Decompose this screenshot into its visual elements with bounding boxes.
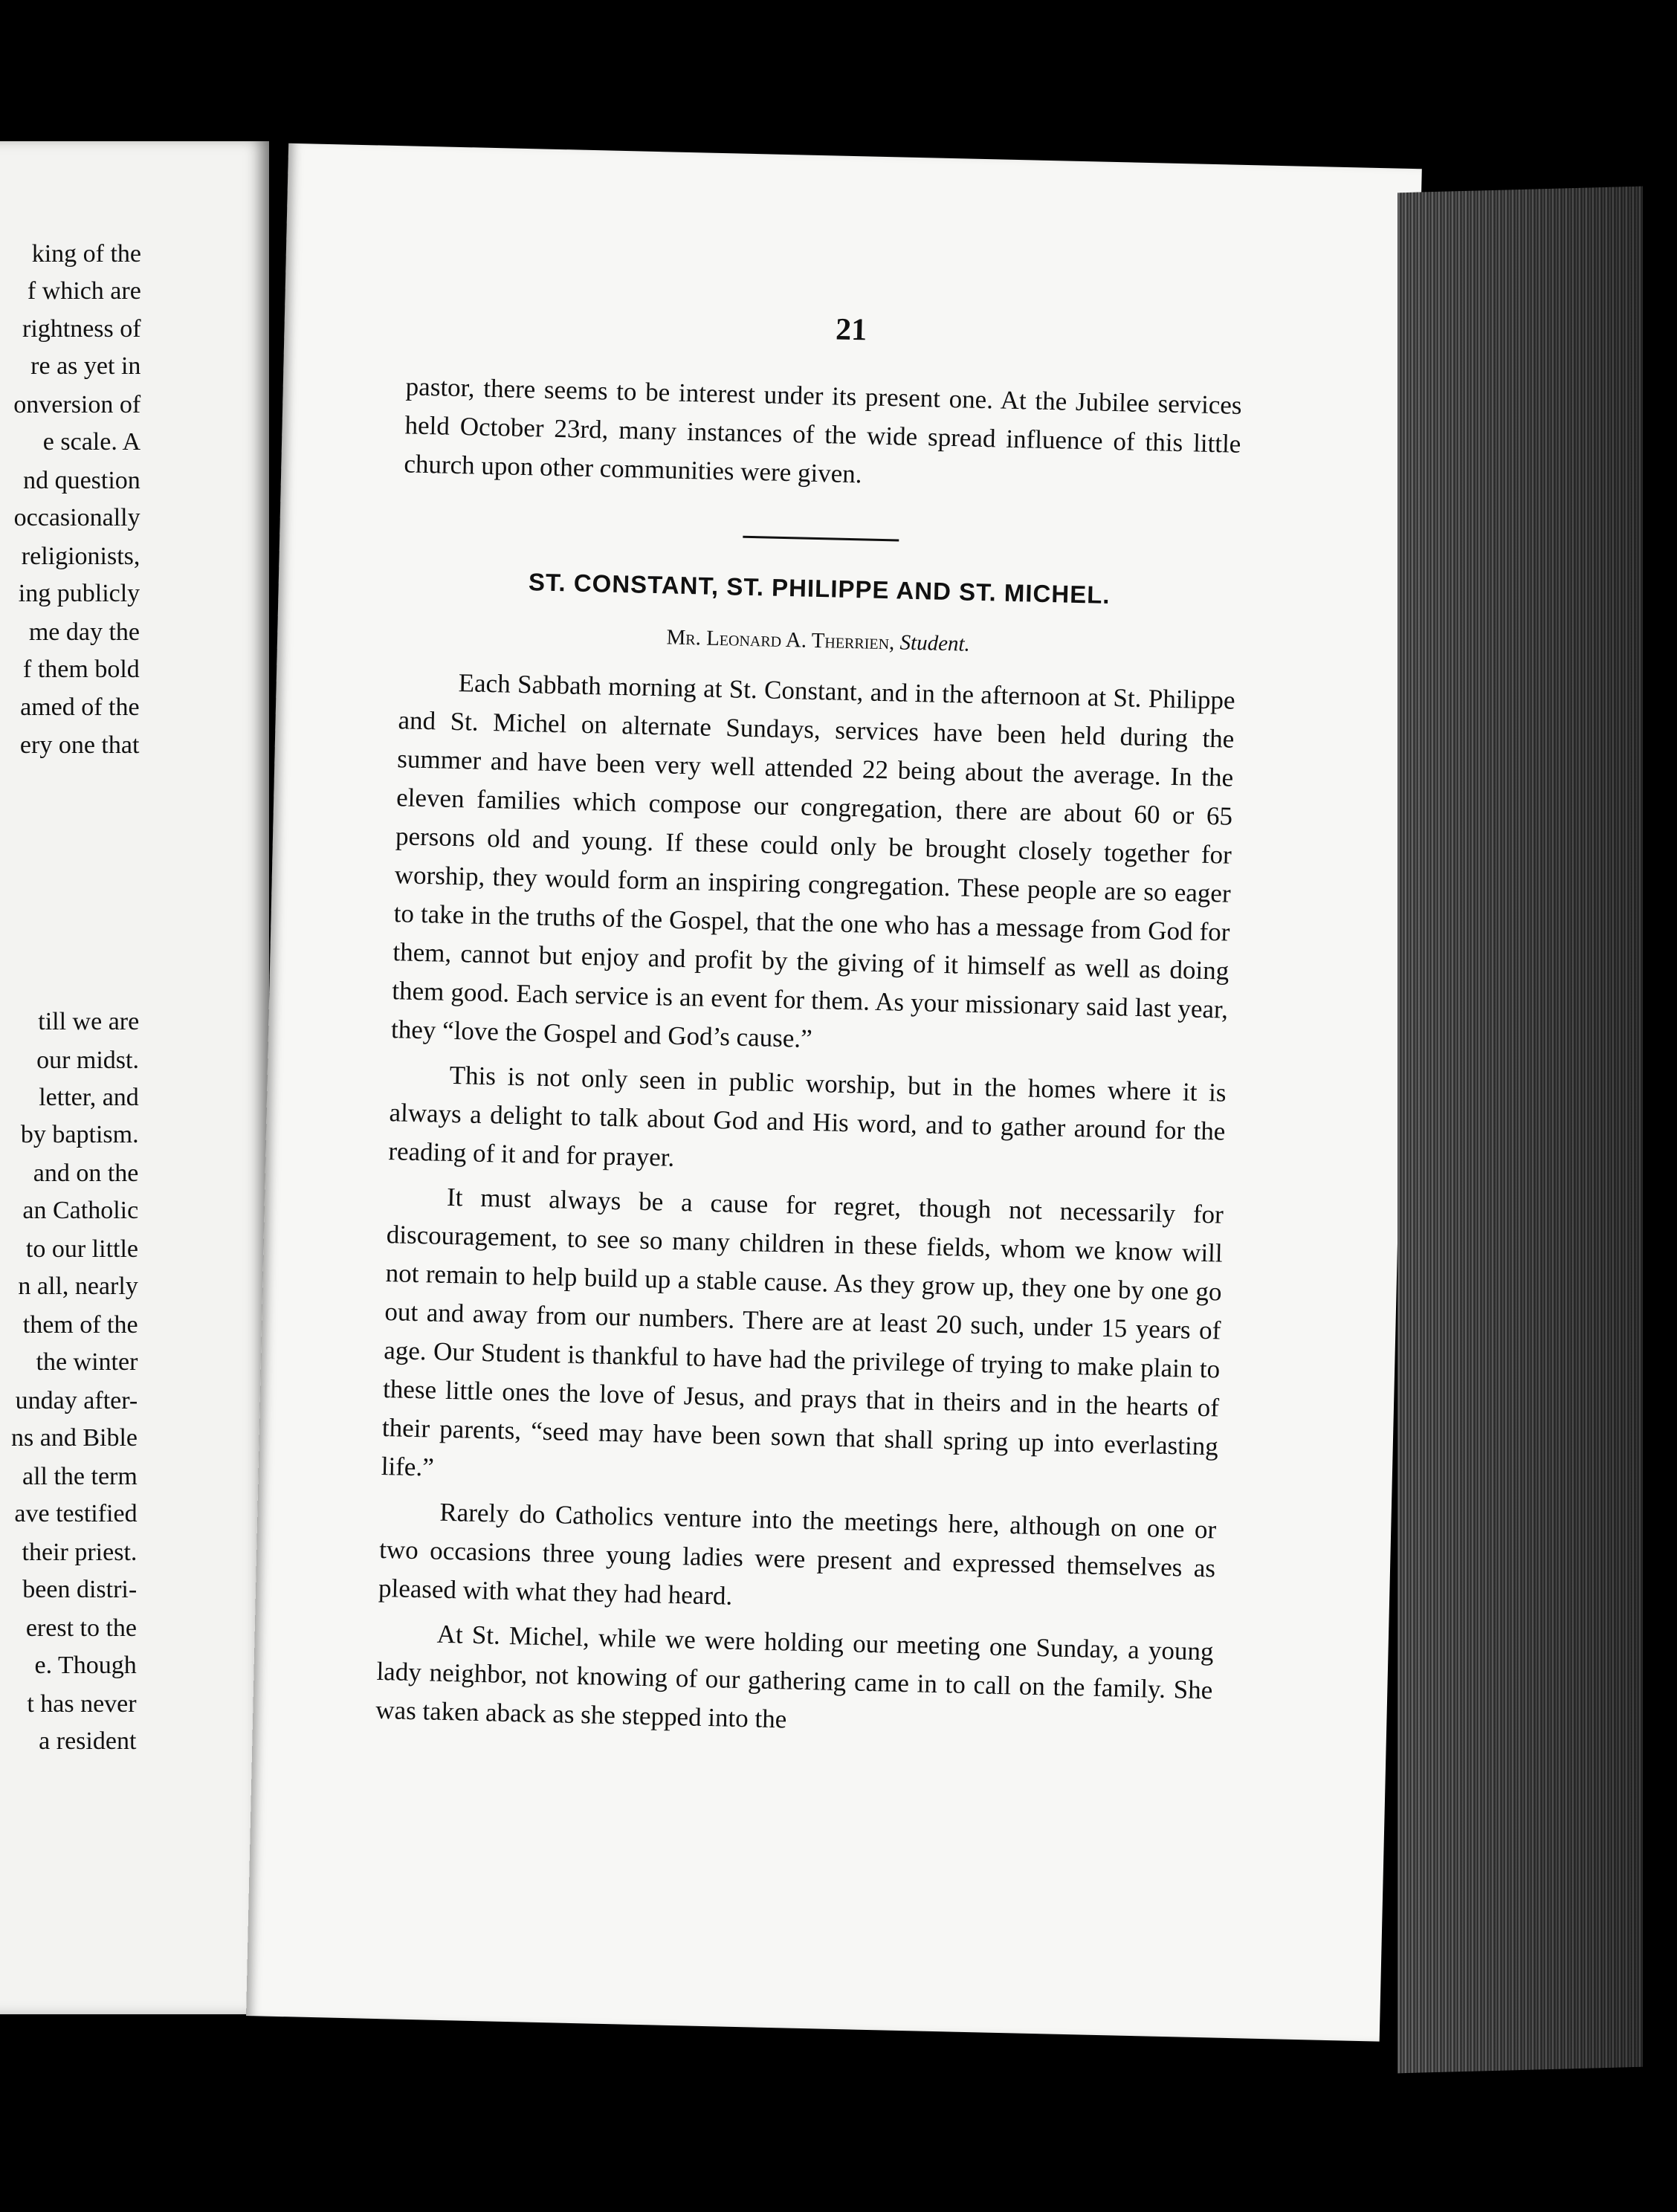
left-page-line: re as yet in bbox=[30, 352, 141, 380]
paragraph: This is not only seen in public worship, but in the homes where it is always a delight to talk about God and His word, and to gather around for the reading of it and for prayer. bbox=[388, 1060, 1227, 1172]
left-page-line: nd question bbox=[23, 467, 140, 494]
left-page-line: and on the bbox=[33, 1160, 139, 1187]
left-page-line: f them bold bbox=[23, 656, 140, 683]
paragraph: Each Sabbath morning at St. Constant, and in the afternoon at St. Philippe and St. Michel on alternate Sundays, services have been held during the summer and have been very well attended 22 being about the average. In the eleven families which compose our congregation, there are about 60 or 65 persons old and young. If these could only be brought closely together for worship, they would form an inspiring congregation. These people are so eager to take in the truths of the Gospel, that the one who has a message from God for them, cannot but enjoy and profit by the giving of it himself as well as doing them good. Each service is an event for them. As your missionary said last year, they “love the Gospel and God’s cause.” bbox=[390, 668, 1235, 1053]
left-page-line: unday after- bbox=[15, 1387, 138, 1414]
left-page-line: all the term bbox=[22, 1463, 138, 1490]
left-page-line: religionists, bbox=[21, 543, 140, 570]
page-body bbox=[375, 367, 1242, 1748]
paragraph: Rarely do Catholics venture into the meetings here, although on one or two occasions three young ladies were present and expressed themselves as pleased with what they had heard. bbox=[378, 1497, 1217, 1611]
left-page-line: a resident bbox=[39, 1727, 137, 1755]
left-page-line: e. Though bbox=[34, 1652, 137, 1679]
left-page-line: letter, and bbox=[39, 1084, 139, 1111]
left-facing-page bbox=[0, 141, 269, 2014]
left-page-line: till we are bbox=[38, 1008, 140, 1035]
left-page-line: king of the bbox=[31, 240, 141, 268]
book-page bbox=[246, 143, 1422, 2042]
left-page-line: them of the bbox=[22, 1311, 138, 1339]
byline-name: Mr. Leonard A. Therrien, bbox=[666, 625, 895, 655]
left-page-line: their priest. bbox=[22, 1539, 138, 1566]
left-page-line: erest to the bbox=[25, 1614, 137, 1642]
left-page-line: ns and Bible bbox=[11, 1424, 138, 1452]
left-page-line: ery one that bbox=[19, 731, 140, 759]
paragraph: At St. Michel, while we were holding our meeting one Sunday, a young lady neighbor, not knowing of our gathering came in to call on the family. She was taken aback as she stepped into the bbox=[375, 1619, 1214, 1734]
left-page-line: our midst. bbox=[36, 1047, 139, 1074]
left-page-line: the winter bbox=[36, 1348, 138, 1376]
left-page-line: e scale. A bbox=[42, 428, 140, 456]
left-page-line: an Catholic bbox=[22, 1197, 139, 1224]
left-page-line: n all, nearly bbox=[18, 1272, 138, 1300]
left-page-line: been distri- bbox=[22, 1576, 138, 1603]
book-edge-shadow bbox=[1398, 187, 1643, 2074]
left-page-line: ing publicly bbox=[18, 580, 140, 607]
left-page-line: t has never bbox=[27, 1690, 137, 1718]
byline-role: Student. bbox=[899, 630, 971, 656]
opening-paragraph: pastor, there seems to be interest under its present one. At the Jubilee services held October 23rd, many instances of the wide spread influence of this little church upon other communities were given. bbox=[404, 372, 1242, 489]
left-page-line: by baptism. bbox=[20, 1121, 139, 1148]
left-page-line: amed of the bbox=[20, 693, 140, 721]
section-heading: ST. CONSTANT, ST. PHILIPPE AND ST. MICHEL. bbox=[528, 568, 1111, 609]
paragraph: It must always be a cause for regret, though not necessarily for discouragement, to see so many children in these fields, whom we know will not remain to help build up a stable cause. As they grow up, they one by one go out and away from our numbers. There are at least 20 such, under 15 years of age. Our Student is thankful to have had the privilege of trying to make plain to these little ones the love of Jesus, and prays that in theirs and in the hearts of their parents, “seed may have been sown that shall spring up into everlasting life.” bbox=[381, 1182, 1224, 1482]
section-divider bbox=[743, 536, 899, 542]
left-page-line: me day the bbox=[28, 618, 140, 646]
byline bbox=[400, 612, 1237, 670]
left-page-line: ave testified bbox=[14, 1500, 138, 1527]
left-page-line: rightness of bbox=[22, 315, 141, 343]
left-page-line: onversion of bbox=[13, 391, 141, 418]
left-page-line: f which are bbox=[27, 277, 141, 305]
left-page-line: to our little bbox=[25, 1235, 138, 1263]
page-number: 21 bbox=[835, 312, 867, 348]
left-page-line: occasionally bbox=[13, 504, 140, 531]
